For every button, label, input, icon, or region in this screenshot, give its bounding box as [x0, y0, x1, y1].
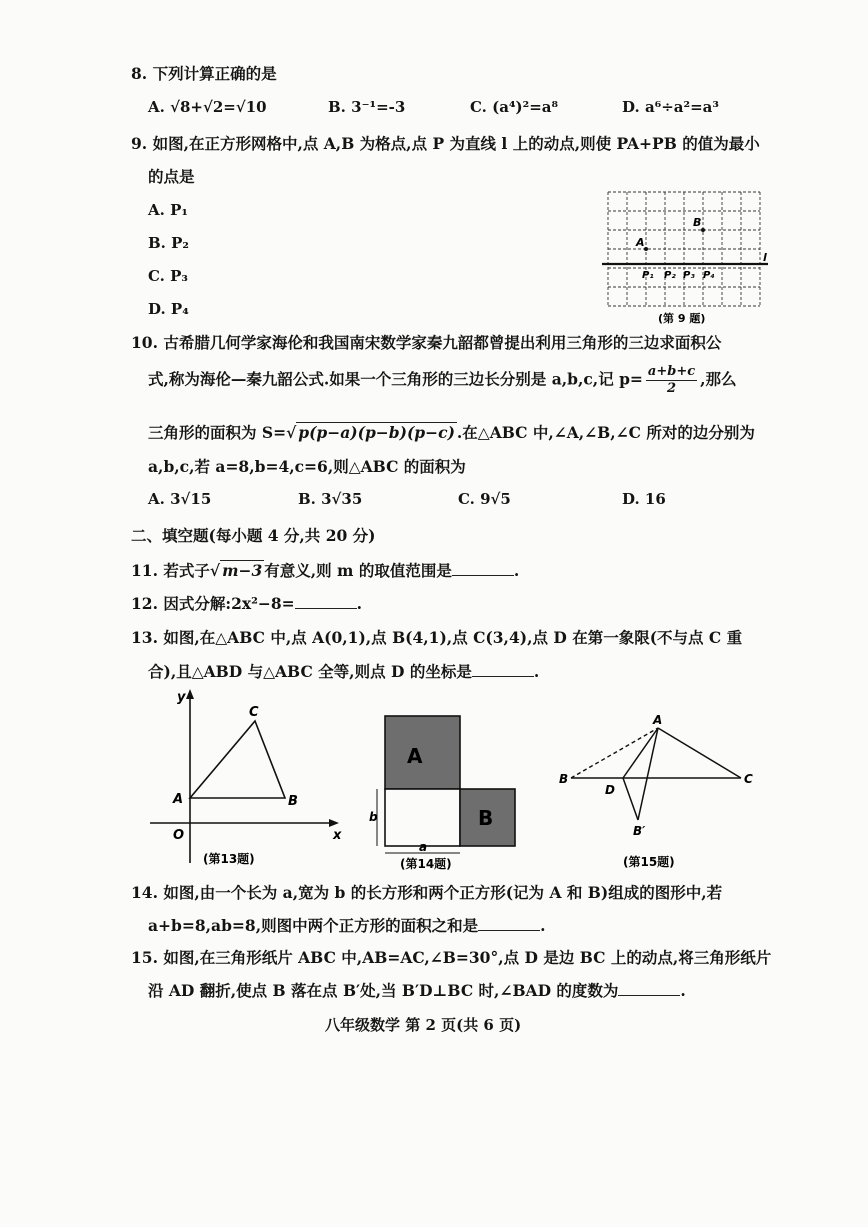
q9-label-p4: P₄ — [703, 270, 715, 281]
q15-label-b: B — [559, 772, 569, 786]
q15-label-d: D — [605, 783, 615, 797]
q14-label-a-dim: a — [419, 840, 428, 854]
q10-fraction: $\frac{a+b+c}{2}$ — [647, 364, 696, 396]
q9-line1: 9. 如图,在正方形网格中,点 A,B 为格点,点 P 为直线 l 上的动点,则使 PA+PB 的值为最小 — [131, 134, 760, 153]
q14-answer-blank[interactable] — [478, 916, 540, 931]
q13-caption: (第13题) — [203, 852, 255, 866]
q12-line: 12. 因式分解:2x²−8= . — [131, 594, 363, 613]
q13-x-arrow — [329, 819, 339, 827]
q14-label-b-dim: b — [369, 810, 378, 824]
q14-line1: 14. 如图,由一个长为 a,宽为 b 的长方形和两个正方形(记为 A 和 B)组成的图形中,若 — [131, 883, 723, 902]
q11-answer-blank[interactable] — [452, 561, 514, 576]
q10-line3: 三角形的面积为 S=√ p(p−a)(p−b)(p−c) .在△ABC 中,∠A,∠B,∠C 所对的边分别为 — [148, 423, 755, 442]
q9-option-d: D. P₄ — [148, 300, 189, 318]
q15-label-b1: B′ — [633, 824, 646, 838]
q14-caption: (第14题) — [400, 857, 452, 871]
q9-grid-lines — [608, 192, 760, 306]
q13-label-o: O — [173, 828, 185, 843]
page-footer: 八年级数学 第 2 页(共 6 页) — [325, 1016, 522, 1034]
q9-option-b: B. P₂ — [148, 234, 189, 252]
q15-line2: 沿 AD 翻折,使点 B 落在点 B′处,当 B′D⊥BC 时,∠BAD 的度数为 . — [148, 981, 686, 1000]
q9-label-l: l — [763, 251, 767, 264]
q10-option-b: B. 3√35 — [298, 490, 363, 508]
q15-figure — [553, 708, 783, 873]
q10-line1: 10. 古希腊几何学家海伦和我国南宋数学家秦九韶都曾提出利用三角形的三边求面积公 — [131, 333, 722, 352]
q13-label-a: A — [173, 792, 184, 807]
q15-segment-ab — [571, 728, 658, 778]
q13-line1: 13. 如图,在△ABC 中,点 A(0,1),点 B(4,1),点 C(3,4),点 D 在第一象限(不与点 C 重 — [131, 628, 743, 647]
q10-option-d: D. 16 — [622, 490, 666, 508]
q10-line4: a,b,c,若 a=8,b=4,c=6,则△ABC 的面积为 — [148, 457, 466, 476]
q9-option-c: C. P₃ — [148, 267, 188, 285]
q15-segment-db1 — [623, 778, 638, 820]
q14-line2: a+b=8,ab=8,则图中两个正方形的面积之和是 . — [148, 916, 546, 935]
q13-answer-blank[interactable] — [472, 662, 534, 677]
q14-square-a — [385, 716, 460, 789]
q13-y-arrow — [186, 689, 194, 699]
q14-figure — [365, 713, 520, 873]
q10-line2: 式,称为海伦—秦九韶公式.如果一个三角形的三边长分别是 a,b,c,记 p= $\frac{a+b+c}{2}$ ,那么 — [148, 364, 737, 396]
q15-answer-blank[interactable] — [618, 981, 680, 996]
q8-option-b: B. 3⁻¹=-3 — [328, 98, 406, 116]
q13-label-c: C — [249, 705, 259, 720]
q9-point-a — [644, 247, 648, 251]
q13-triangle-abc — [190, 721, 285, 798]
q9-point-b — [701, 228, 705, 232]
q15-caption: (第15题) — [623, 855, 675, 869]
q13-figure — [145, 683, 355, 873]
q9-grid-figure — [598, 188, 778, 328]
q15-label-a: A — [653, 713, 663, 727]
q8-option-d: D. a⁶÷a²=a³ — [622, 98, 719, 116]
q10-option-a: A. 3√15 — [148, 490, 212, 508]
q9-label-p2: P₂ — [664, 270, 676, 281]
q13-label-y: y — [177, 690, 186, 705]
q8-option-c: C. (a⁴)²=a⁸ — [470, 98, 559, 116]
section2-title: 二、填空题(每小题 4 分,共 20 分) — [131, 526, 376, 545]
q15-label-c: C — [744, 772, 753, 786]
q13-label-b: B — [288, 794, 298, 809]
q9-label-a: A — [636, 236, 645, 249]
q15-line1: 15. 如图,在三角形纸片 ABC 中,AB=AC,∠B=30°,点 D 是边 BC 上的动点,将三角形纸片 — [131, 948, 772, 967]
q11-line: 11. 若式子√ m−3 有意义,则 m 的取值范围是 . — [131, 561, 520, 580]
q9-option-a: A. P₁ — [148, 201, 188, 219]
q15-segment-ac — [658, 728, 741, 778]
q10-option-c: C. 9√5 — [458, 490, 511, 508]
q9-label-p1: P₁ — [642, 270, 654, 281]
q14-label-b-square: B — [478, 806, 494, 830]
q13-line2: 合),且△ABD 与△ABC 全等,则点 D 的坐标是 . — [148, 662, 540, 681]
q8-stem: 8. 下列计算正确的是 — [131, 64, 277, 83]
q14-label-a-square: A — [407, 744, 423, 768]
q9-line2: 的点是 — [148, 167, 195, 186]
q13-label-x: x — [333, 828, 342, 843]
q9-label-b: B — [693, 216, 702, 229]
q9-caption: (第 9 题) — [658, 312, 706, 325]
q12-answer-blank[interactable] — [295, 594, 357, 609]
q9-label-p3: P₃ — [683, 270, 695, 281]
q14-rectangle — [385, 789, 460, 846]
q8-option-a: A. √8+√2=√10 — [148, 98, 267, 116]
